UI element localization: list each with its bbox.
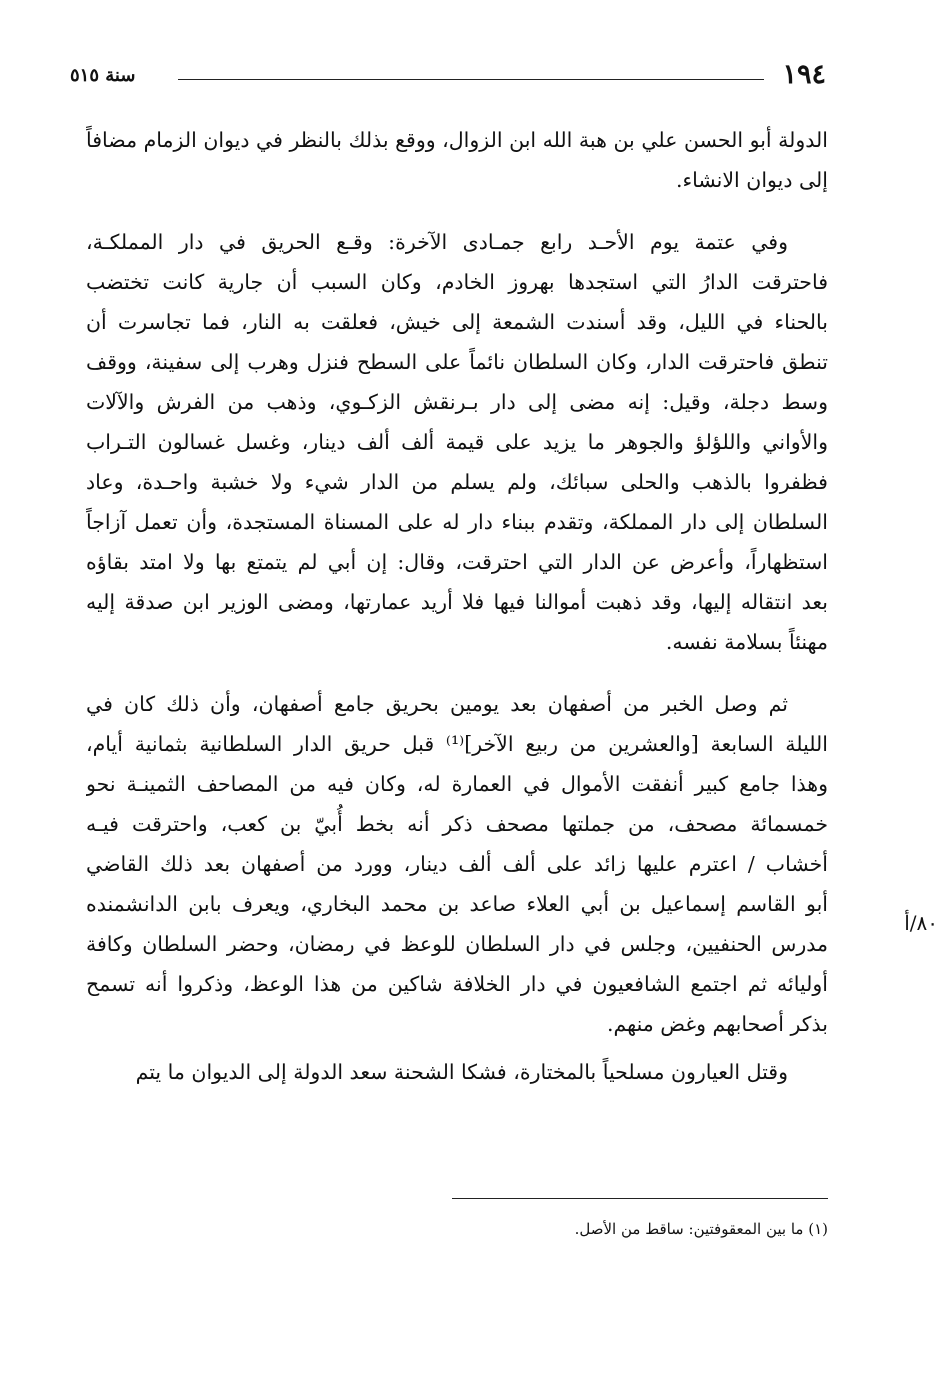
text-line: فظفروا بالذهب والحلى سبائك، ولم يسلم من الدار شيء ولا خشبة واحـدة، وعاد: [86, 470, 828, 494]
text-line: أبو القاسم إسماعيل بن أبي العلاء صاعد بن محمد البخاري، ويعرف بابن الدانشمنده: [86, 892, 828, 916]
text-line: وهذا جامع كبير أنفقت الأموال في العمارة له، وكان فيه من المصاحف الثمينـة نحو: [86, 772, 828, 796]
text-line: تنطق فاحترقت الدار، وكان السلطان نائماً على السطح فنزل وهرب إلى سفينة، ووقف: [86, 350, 828, 374]
footnote: (١) ما بين المعقوفتين: ساقط من الأصل.: [574, 1220, 828, 1238]
text-line: بالحناء في الليل، وقد أسندت الشمعة إلى خيش، فعلقت به النار، فما تجاسرت أن: [86, 310, 828, 334]
text-line: ثم وصل الخبر من أصفهان بعد يومين بحريق جامع أصفهان، وأن ذلك كان في: [86, 692, 788, 716]
text-line: وقتل العيارون مسلحياً بالمختارة، فشكا الشحنة سعد الدولة إلى الديوان ما يتم: [135, 1060, 788, 1084]
text-line: استظهاراً، وأعرض عن الدار التي احترقت، وقال: إن أبي لم يتمتع بها ولا امتد بقاؤه: [86, 550, 828, 574]
running-head-year: سنة ٥١٥: [70, 65, 136, 86]
paragraph: [86, 1052, 828, 1092]
text-line: وفي عتمة يوم الأحـد رابع جمـادى الآخرة: وقـع الحريق في دار المملكـة،: [86, 230, 788, 254]
footnote-rule: [452, 1198, 828, 1199]
page-number: ١٩٤: [782, 59, 826, 90]
paragraph: [86, 120, 828, 200]
main-text: [86, 120, 828, 1092]
text-line: السلطان إلى دار المملكة، وتقدم ببناء دار له على المسناة المستجدة، وأن تعمل آزاجاً: [86, 510, 828, 534]
text-line: مدرس الحنفيين، وجلس في دار السلطان للوعظ في رمضان، وحضر السلطان وكافة: [86, 932, 828, 956]
text-line: بذكر أصحابهم وغض منهم.: [607, 1012, 828, 1036]
text-line: أوليائه ثم اجتمع الشافعيون في دار الخلافة شاكين من هذا الوعظ، وذكروا أنه تسمح: [86, 972, 828, 996]
text-line: والأواني واللؤلؤ والجوهر ما يزيد على قيمة ألف ألف دينار، وغسل غسالون التـراب: [86, 430, 828, 454]
text-line: فاحترقت الدارُ التي استجدها بهروز الخادم، وكان السبب أن جارية كانت تختضب: [86, 270, 828, 294]
paragraph-gap: [86, 1044, 828, 1052]
text-line: إلى ديوان الانشاء.: [675, 168, 828, 192]
header-rule: [178, 79, 764, 80]
text-line: أخشاب / اعترم عليها زائد على ألف ألف دينار، وورد من أصفهان بعد ذلك القاضي: [86, 852, 828, 876]
paragraph-gap: [86, 200, 828, 222]
text-line: بعد انتقاله إليها، وقد ذهبت أموالنا فيها فلا أريد عمارتها، ومضى الوزير ابن صدقة إليه: [86, 590, 828, 614]
paragraph: [86, 222, 828, 662]
page-header: [70, 58, 826, 92]
text-line: خمسمائة مصحف، من جملتها مصحف ذكر أنه بخط أُبيّ بن كعب، واحترقت فيـه: [86, 812, 828, 836]
paragraph: [86, 684, 828, 1044]
manuscript-folio-marker: ٨٠/أ: [904, 911, 938, 935]
text-line: الليلة السابعة [والعشرين من ربيع الآخر]⁽¹⁾ قبل حريق الدار السلطانية بثمانية أيام،: [86, 732, 828, 756]
text-line: وسط دجلة، وقيل: إنه مضى إلى دار بـرنقش الزكـوي، وذهب من الفرش والآلات: [86, 390, 828, 414]
text-line: الدولة أبو الحسن علي بن هبة الله ابن الزوال، ووقع بذلك بالنظر في ديوان الزمام مضافاً: [86, 128, 828, 152]
text-line: مهنئاً بسلامة نفسه.: [665, 630, 828, 654]
paragraph-gap: [86, 662, 828, 684]
